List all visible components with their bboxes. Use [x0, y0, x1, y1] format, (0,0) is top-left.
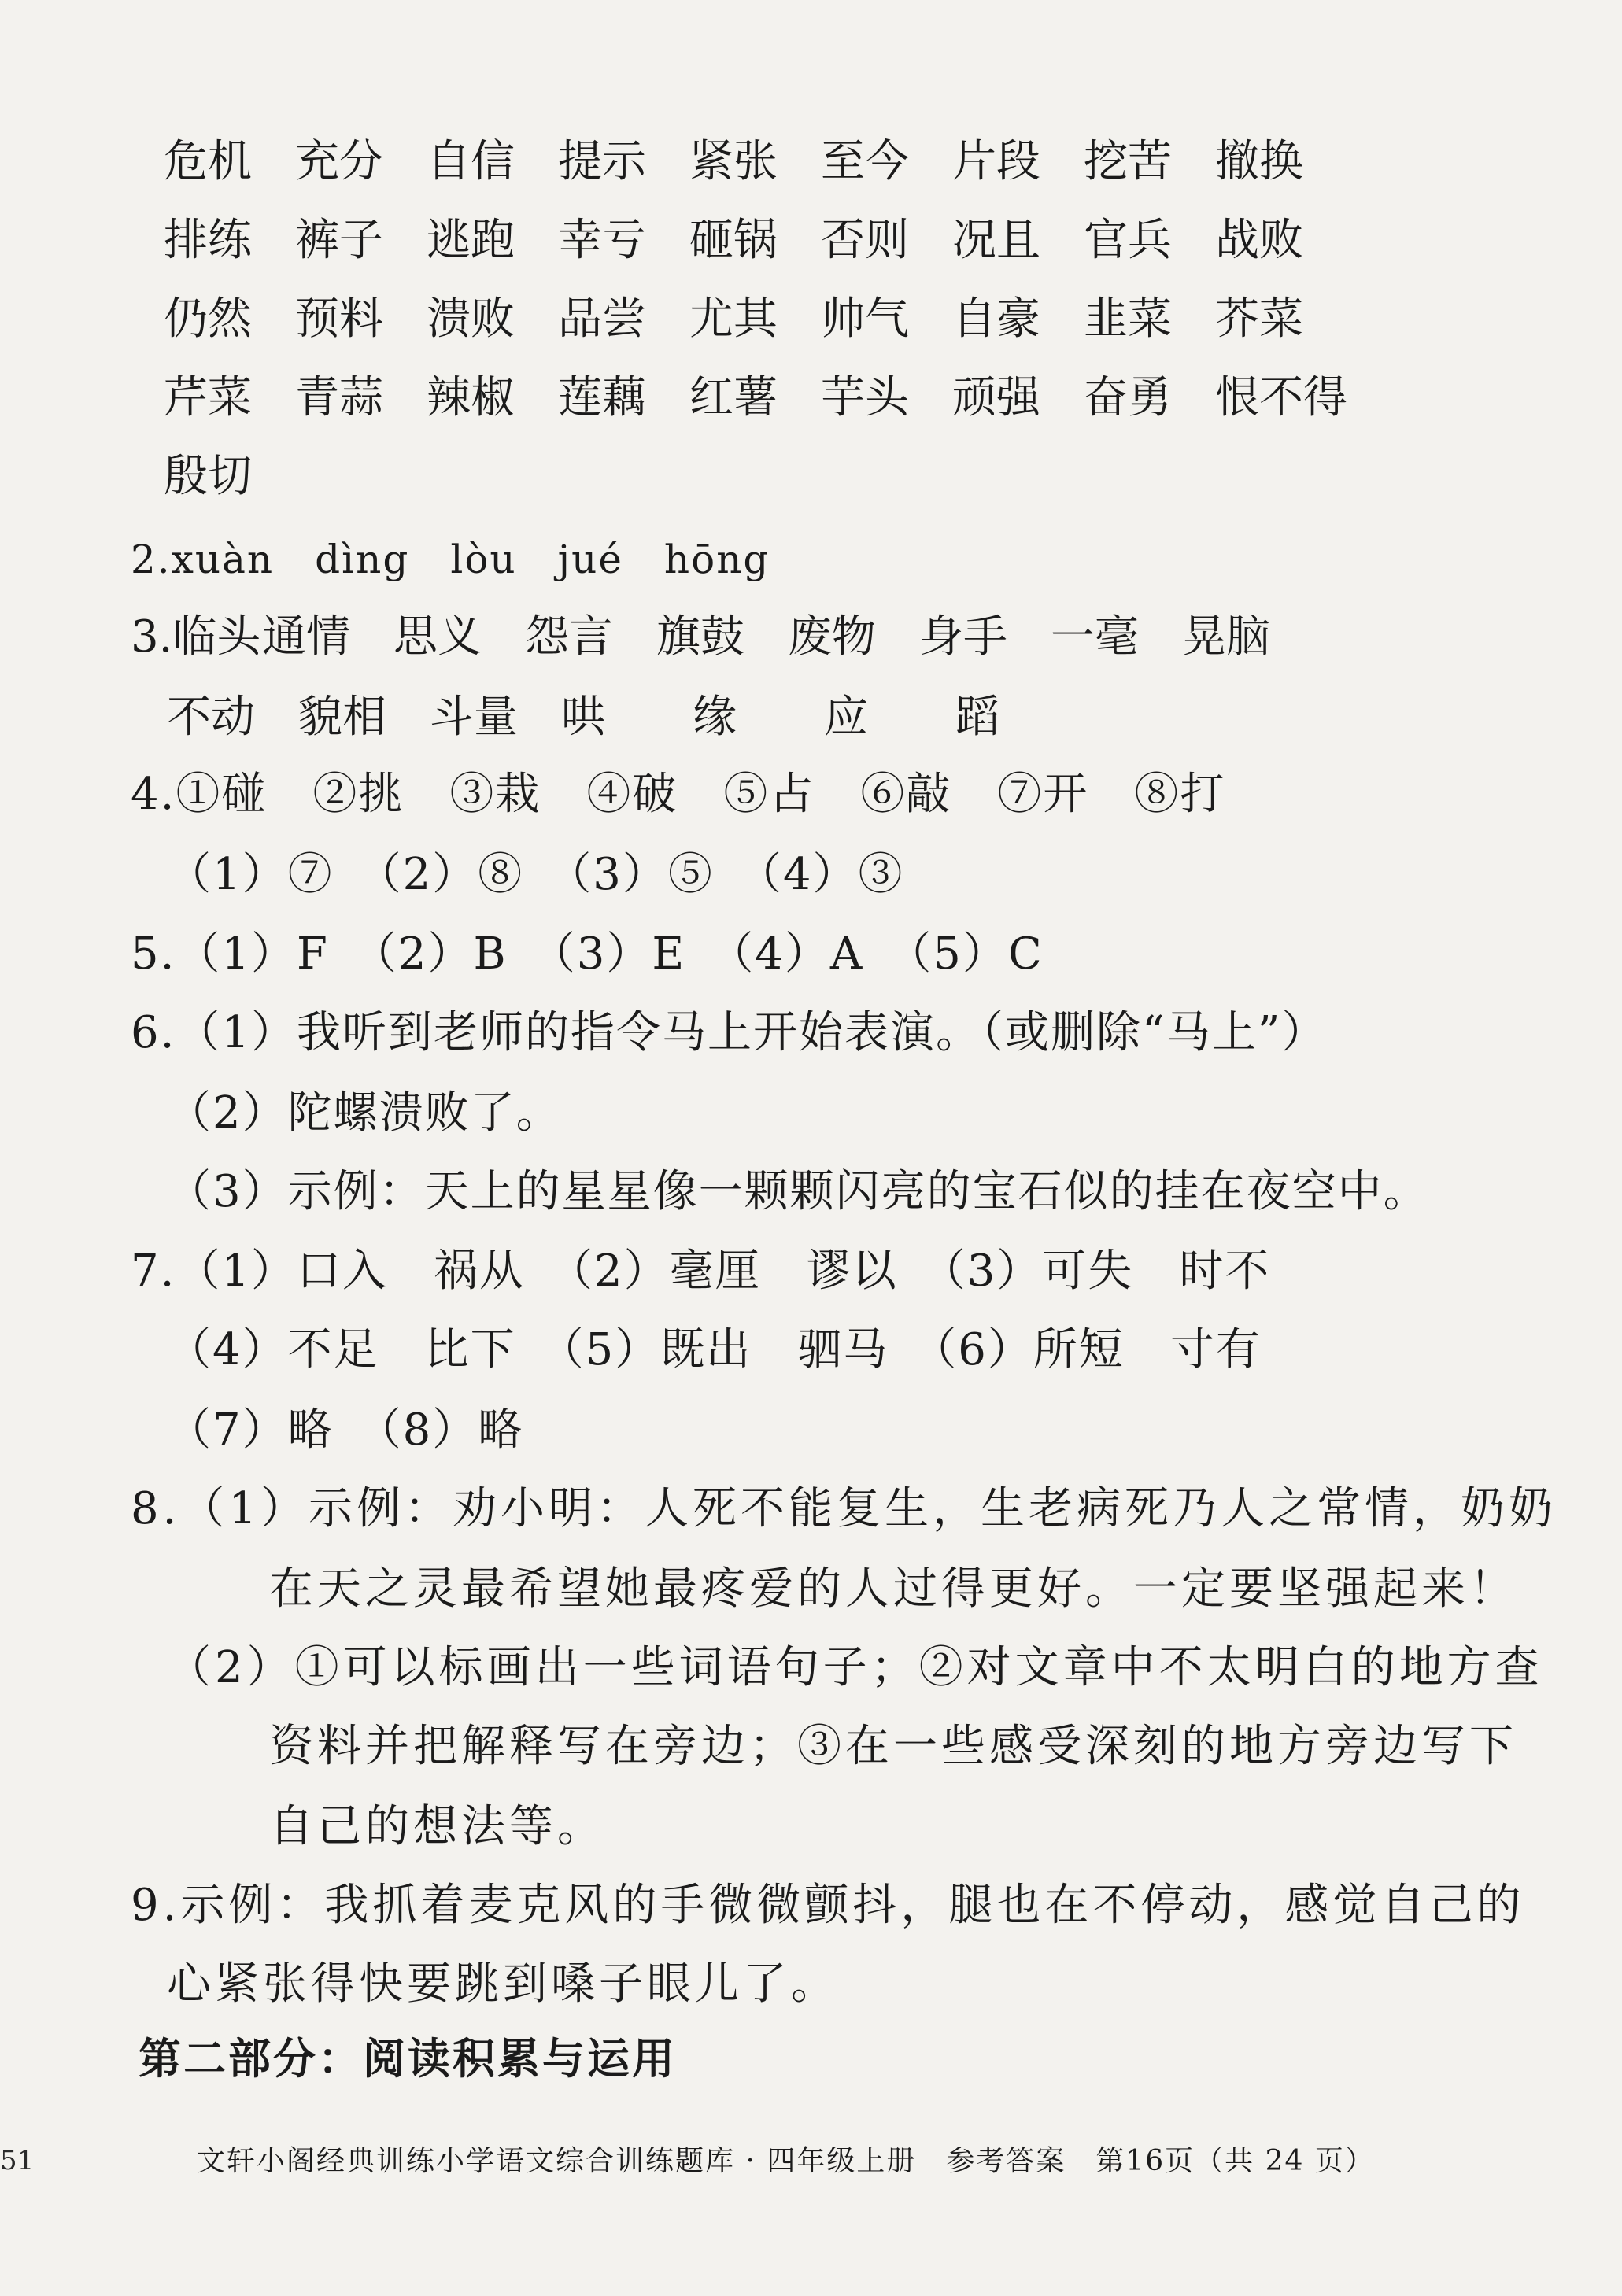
q9-line2: 心紧张得快要跳到嗓子眼儿了。 [167, 1958, 839, 2010]
q8-line4: 资料并把解释写在旁边；③在一些感受深刻的地方旁边写下 [269, 1721, 1517, 1772]
word-item: 挖苦 [1084, 136, 1172, 187]
q3-line1 [131, 611, 1313, 663]
word-item: 预料 [295, 293, 383, 345]
word-item: 应 [824, 692, 868, 743]
q3-line2 [167, 692, 1350, 743]
word-item: 青蒜 [295, 372, 383, 423]
word-item: 殷切 [164, 451, 252, 502]
word-item: 奋勇 [1084, 372, 1172, 423]
word-item: 尤其 [689, 293, 778, 345]
word-item: 3.临头 [131, 611, 261, 663]
word-item: 废物 [788, 611, 876, 663]
q6-line2: （2）陀螺溃败了。 [167, 1087, 562, 1139]
word-item: 逃跑 [427, 215, 515, 266]
q8-line2: 在天之灵最希望她最疼爱的人过得更好。一定要坚强起来！ [269, 1563, 1517, 1615]
word-item: 品尝 [558, 293, 646, 345]
q8-line1: 8.（1）示例：劝小明：人死不能复生，生老病死乃人之常情，奶奶 [131, 1483, 1557, 1534]
word-item: 幸亏 [558, 215, 646, 266]
word-item: 红薯 [689, 372, 778, 423]
word-item: 至今 [821, 136, 909, 187]
page-footer: 文轩小阁经典训练小学语文综合训练题库 · 四年级上册 参考答案 第16页（共 24 页） [197, 2145, 1375, 2177]
q4-line2: （1）⑦ （2）⑧ （3）⑤ （4）③ [167, 849, 904, 900]
word-item: 韭菜 [1084, 293, 1172, 345]
word-item: 思义 [393, 611, 482, 663]
q8-line5: 自己的想法等。 [269, 1801, 605, 1852]
page-number: 51 [0, 2145, 35, 2176]
word-item: 蹈 [955, 692, 999, 743]
word-item: 怨言 [525, 611, 613, 663]
word-item: 撤换 [1215, 136, 1303, 187]
q7-line1: 7.（1）口入 祸从 （2）毫厘 谬以 （3）可失 时不 [131, 1246, 1271, 1297]
word-item: 恨不得 [1215, 372, 1347, 423]
word-item: 芹菜 [164, 372, 252, 423]
word-item: 自信 [427, 136, 515, 187]
word-item: 顽强 [952, 372, 1040, 423]
word-item: 战败 [1215, 215, 1303, 266]
q6-line3: （3）示例：天上的星星像一颗颗闪亮的宝石似的挂在夜空中。 [167, 1166, 1429, 1217]
word-item: 辣椒 [427, 372, 515, 423]
word-item: 通情 [262, 611, 350, 663]
q7-line2: （4）不足 比下 （5）既出 驷马 （6）所短 寸有 [167, 1324, 1262, 1375]
word-item: 斗量 [430, 692, 518, 743]
word-item: 貌相 [298, 692, 386, 743]
word-item: 不动 [167, 692, 255, 743]
q1-word-grid [164, 136, 1347, 502]
word-item: 裤子 [295, 215, 383, 266]
word-item: 排练 [164, 215, 252, 266]
word-item: 仍然 [164, 293, 252, 345]
word-item: 紧张 [689, 136, 778, 187]
word-item: 片段 [952, 136, 1040, 187]
q8-line3: （2）①可以标画出一些词语句子；②对文章中不太明白的地方查 [167, 1642, 1543, 1693]
q7-line3: （7）略 （8）略 [167, 1405, 524, 1456]
word-item: 晃脑 [1182, 611, 1270, 663]
word-item: 芥菜 [1215, 293, 1303, 345]
q6-line1: 6.（1）我听到老师的指令马上开始表演。（或删除“马上”） [131, 1007, 1328, 1058]
word-item: 提示 [558, 136, 646, 187]
word-item: 芋头 [821, 372, 909, 423]
q2-pinyin: 2.xuàn dìng lòu jué hōng [131, 537, 770, 582]
word-item: 一毫 [1051, 611, 1139, 663]
word-item: 况且 [952, 215, 1040, 266]
q9-line1: 9.示例：我抓着麦克风的手微微颤抖，腿也在不停动，感觉自己的 [131, 1880, 1525, 1931]
word-item: 充分 [295, 136, 383, 187]
word-item: 否则 [821, 215, 909, 266]
word-item: 缘 [693, 692, 737, 743]
word-item: 危机 [164, 136, 252, 187]
word-item: 官兵 [1084, 215, 1172, 266]
word-item: 哄 [561, 692, 605, 743]
word-item: 自豪 [952, 293, 1040, 345]
word-item: 砸锅 [689, 215, 778, 266]
q5: 5.（1）F （2）B （3）E （4）A （5）C [131, 928, 1044, 980]
word-item: 旗鼓 [656, 611, 744, 663]
word-item: 帅气 [821, 293, 909, 345]
word-item: 莲藕 [558, 372, 646, 423]
q4-line1: 4.①碰 ②挑 ③栽 ④破 ⑤占 ⑥敲 ⑦开 ⑧打 [131, 769, 1226, 820]
word-item: 溃败 [427, 293, 515, 345]
section-title: 第二部分：阅读积累与运用 [139, 2034, 677, 2084]
word-item: 身手 [919, 611, 1007, 663]
